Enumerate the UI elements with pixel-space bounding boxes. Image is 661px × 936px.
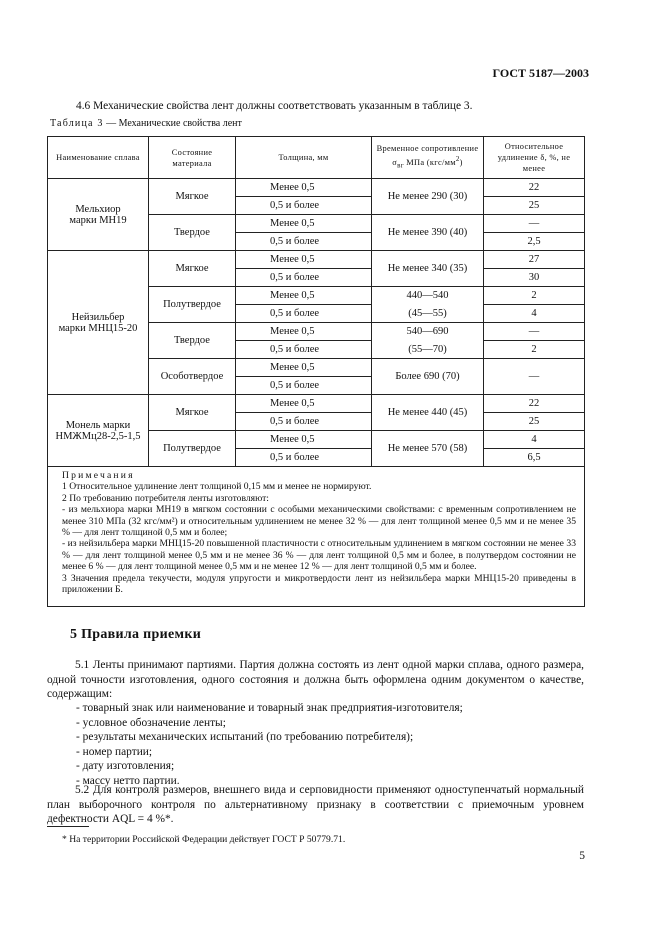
- header-thickness: Толщина, мм: [236, 137, 372, 179]
- note-2: 2 По требованию потребителя ленты изготовляют:: [62, 492, 269, 504]
- elongation-cell: 2,5: [484, 233, 585, 251]
- list-item: - дату изготовления;: [76, 760, 175, 773]
- elongation-cell: —: [484, 323, 585, 341]
- thickness-cell: Менее 0,5: [236, 215, 372, 233]
- alloy-cell: Нейзильбер марки МНЦ15-20: [48, 251, 149, 395]
- footnote-divider: [47, 826, 89, 827]
- elongation-cell: 2: [484, 341, 585, 359]
- strength-cell: (55—70): [372, 341, 484, 359]
- note-2a: - из мельхиора марки МН19 в мягком состоянии с особыми механическими свойствами: с временным сопротивлением не менее 310 МПа (32 кгс/мм²) и относительным удлинением не менее 32 % — для лент толщиной менее 0,5 мм и не менее 35 % — для лент толщиной 0,5 мм и более;: [62, 504, 576, 539]
- elongation-cell: 4: [484, 305, 585, 323]
- strength-cell: (45—55): [372, 305, 484, 323]
- mechanical-properties-table: [47, 136, 585, 607]
- thickness-cell: Менее 0,5: [236, 359, 372, 377]
- header-alloy: Наименование сплава: [48, 137, 149, 179]
- thickness-cell: 0,5 и более: [236, 269, 372, 287]
- notes-heading: Примечания: [62, 470, 135, 481]
- note-1: 1 Относительное удлинение лент толщиной 0,15 мм и менее не нормируют.: [62, 481, 372, 493]
- thickness-cell: Менее 0,5: [236, 179, 372, 197]
- list-item: - результаты механических испытаний (по требованию потребителя);: [76, 731, 414, 744]
- header-state: Состояние материала: [149, 137, 236, 179]
- section-title: 5 Правила приемки: [70, 627, 202, 642]
- thickness-cell: 0,5 и более: [236, 197, 372, 215]
- elongation-cell: 25: [484, 413, 585, 431]
- strength-cell: 440—540: [372, 287, 484, 305]
- strength-cell: Не менее 340 (35): [372, 251, 484, 287]
- state-cell: Твердое: [149, 215, 236, 251]
- table-caption: [50, 118, 242, 129]
- state-cell: Мягкое: [149, 179, 236, 215]
- paragraph-5-2: 5.2 Для контроля размеров, внешнего вида и серповидности применяют одноступенчатый нормальный план выборочного контроля по альтернативному признаку в соответствии с приемочным уровнем дефектности AQL = 4 %*.: [47, 784, 584, 825]
- thickness-cell: 0,5 и более: [236, 377, 372, 395]
- elongation-cell: —: [484, 359, 585, 395]
- thickness-cell: 0,5 и более: [236, 305, 372, 323]
- requirements-list: [76, 701, 584, 789]
- footnote: * На территории Российской Федерации действует ГОСТ Р 50779.71.: [62, 834, 346, 845]
- elongation-cell: 22: [484, 179, 585, 197]
- page-number: 5: [579, 850, 585, 862]
- header-strength: Временное сопротивление $\sigma_{вг}$ МПа $(кгс/мм^2)$: [372, 137, 484, 179]
- note-2b: - из нейзильбера марки МНЦ15-20 повышенной пластичности с относительным удлинением в мягком состоянии не менее 33 % — для лент толщиной менее 0,5 мм и не менее 36 % — для лент толщиной 0,5 мм и более, в полутвердом состоянии не менее 6 % — для лент толщиной менее 0,5 мм и не менее 12 % — для лент толщиной 0,5 мм и более.: [62, 538, 576, 573]
- thickness-cell: Менее 0,5: [236, 287, 372, 305]
- document-code: ГОСТ 5187—2003: [492, 66, 589, 80]
- elongation-cell: 27: [484, 251, 585, 269]
- strength-cell: Не менее 290 (30): [372, 179, 484, 215]
- elongation-cell: 2: [484, 287, 585, 305]
- state-cell: Твердое: [149, 323, 236, 359]
- list-item: - номер партии;: [76, 745, 153, 758]
- thickness-cell: 0,5 и более: [236, 413, 372, 431]
- note-3: 3 Значения предела текучести, модуля упругости и микротвердости лент из нейзильбера марки МНЦ15-20 приведены в приложении Б.: [62, 572, 576, 596]
- strength-cell: Не менее 570 (58): [372, 431, 484, 467]
- alloy-cell: Мельхиор марки МН19: [48, 179, 149, 251]
- table-caption-title: — Механические свойства лент: [103, 118, 242, 129]
- list-item: - массу нетто партии.: [76, 774, 180, 787]
- state-cell: Полутвердое: [149, 287, 236, 323]
- elongation-cell: 30: [484, 269, 585, 287]
- strength-cell: Более 690 (70): [372, 359, 484, 395]
- list-item: - условное обозначение ленты;: [76, 716, 226, 729]
- strength-cell: Не менее 390 (40): [372, 215, 484, 251]
- table-caption-label: Таблица 3: [50, 118, 104, 129]
- thickness-cell: Менее 0,5: [236, 323, 372, 341]
- alloy-cell: Монель марки НМЖМц28-2,5-1,5: [48, 395, 149, 467]
- state-cell: Полутвердое: [149, 431, 236, 467]
- strength-cell: 540—690: [372, 323, 484, 341]
- elongation-cell: 22: [484, 395, 585, 413]
- state-cell: Мягкое: [149, 251, 236, 287]
- intro-paragraph: 4.6 Механические свойства лент должны соответствовать указанным в таблице 3.: [76, 100, 473, 112]
- elongation-cell: 6,5: [484, 449, 585, 467]
- thickness-cell: 0,5 и более: [236, 341, 372, 359]
- thickness-cell: 0,5 и более: [236, 449, 372, 467]
- thickness-cell: Менее 0,5: [236, 431, 372, 449]
- elongation-cell: —: [484, 215, 585, 233]
- table-notes: [48, 467, 585, 607]
- paragraph-5-1: 5.1 Ленты принимают партиями. Партия должна состоять из лент одной марки сплава, одного размера, одной точности изготовления, одного состояния и должна быть оформлена одним документом о качестве, содержащим:: [47, 659, 584, 700]
- thickness-cell: Менее 0,5: [236, 395, 372, 413]
- list-item: - товарный знак или наименование и товарный знак предприятия-изготовителя;: [76, 702, 463, 714]
- state-cell: Мягкое: [149, 395, 236, 431]
- state-cell: Особотвердое: [149, 359, 236, 395]
- thickness-cell: 0,5 и более: [236, 233, 372, 251]
- header-elongation: Относительное удлинение δ, %, не менее: [484, 137, 585, 179]
- elongation-cell: 4: [484, 431, 585, 449]
- elongation-cell: 25: [484, 197, 585, 215]
- thickness-cell: Менее 0,5: [236, 251, 372, 269]
- strength-cell: Не менее 440 (45): [372, 395, 484, 431]
